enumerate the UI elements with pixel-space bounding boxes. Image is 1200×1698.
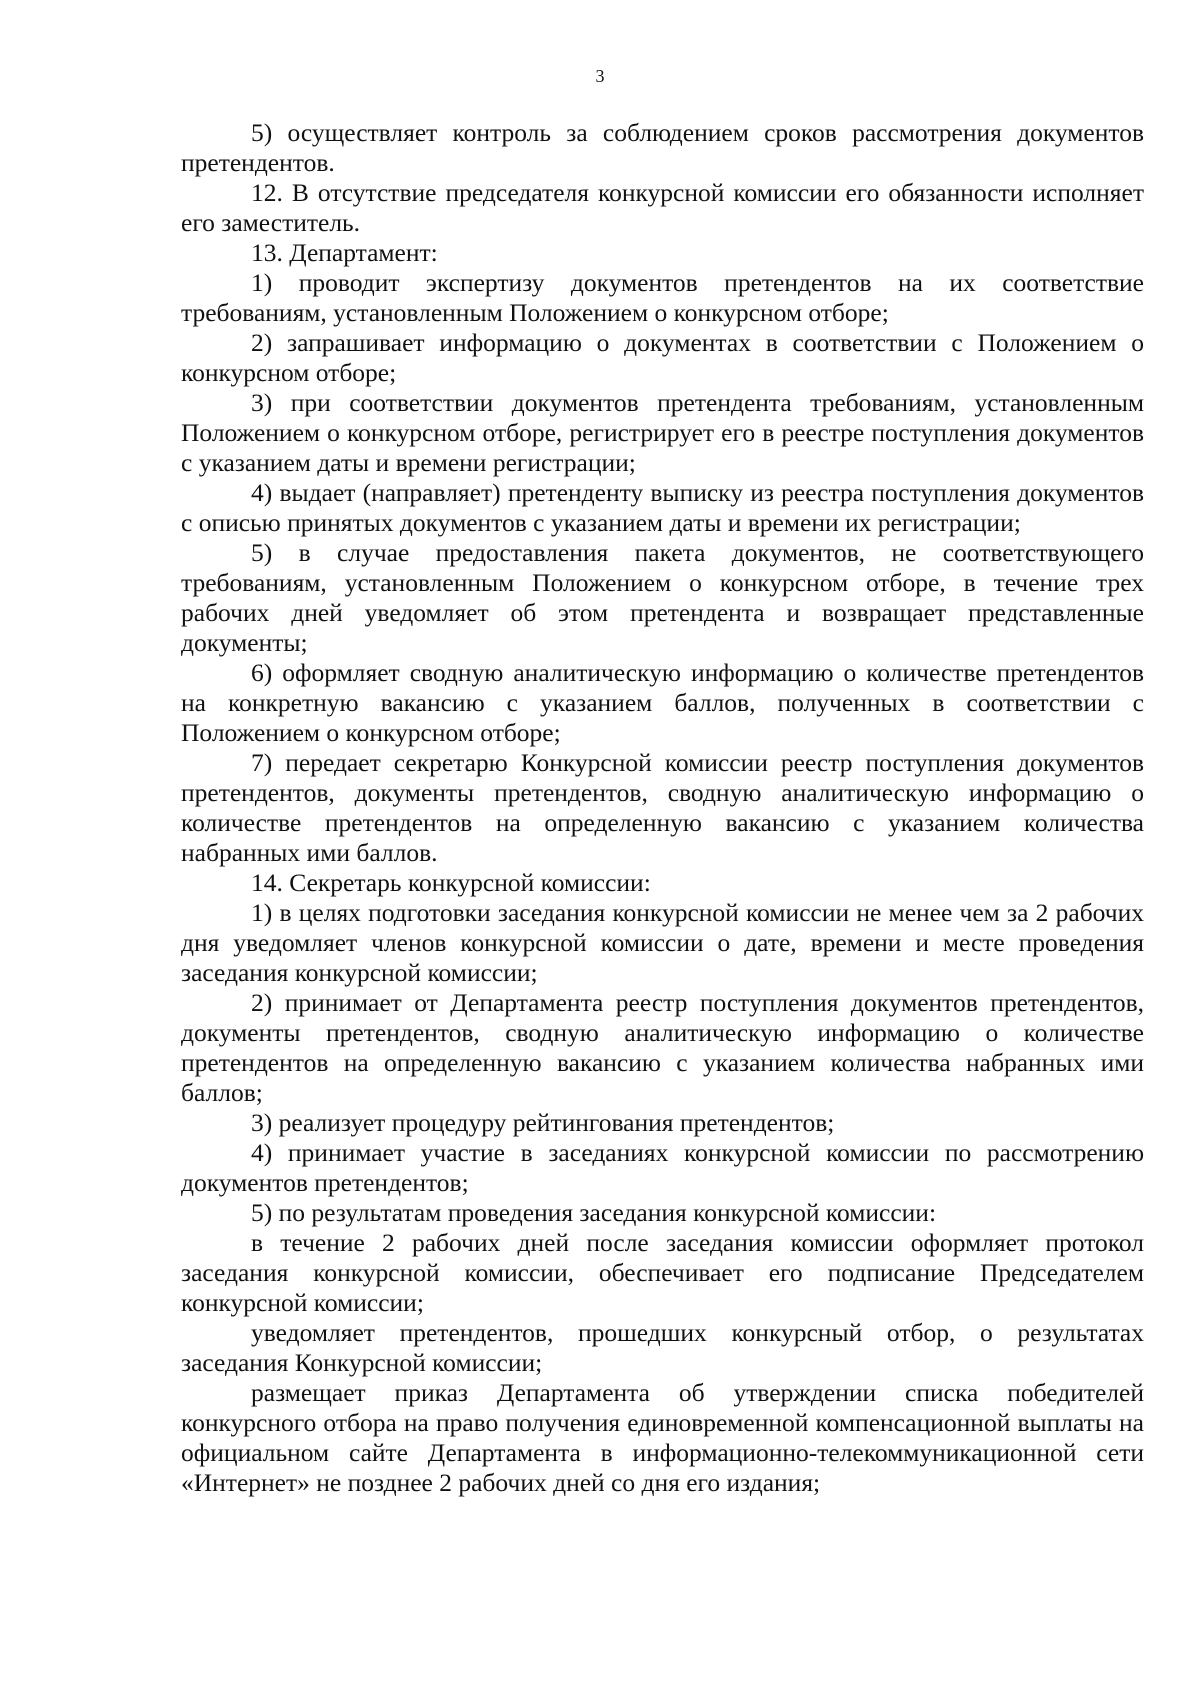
paragraph: 5) по результатам проведения заседания конкурсной комиссии: [251,1198,937,1227]
paragraph: в течение 2 рабочих дней после заседания комиссии оформляет протокол заседания конкурсной комиссии, обеспечивает его подписание Председателем конкурсной комиссии; [181,1228,1144,1317]
page-number: 3 [595,66,605,86]
document-body [181,118,1144,1498]
paragraph: 1) проводит экспертизу документов претендентов на их соответствие требованиям, установленным Положением о конкурсном отборе; [181,268,1144,327]
paragraph: 12. В отсутствие председателя конкурсной комиссии его обязанности исполняет его заместитель. [181,178,1144,237]
paragraph: 2) принимает от Департамента реестр поступления документов претендентов, документы претендентов, сводную аналитическую информацию о количестве претендентов на определенную вакансию с указанием количества набранных ими баллов; [181,988,1144,1107]
paragraph: 7) передает секретарю Конкурсной комиссии реестр поступления документов претендентов, документы претендентов, сводную аналитическую информацию о количестве претендентов на определенную вакансию с указанием количества набранных ими баллов. [181,748,1144,867]
paragraph: размещает приказ Департамента об утверждении списка победителей конкурсного отбора на право получения единовременной компенсационной выплаты на официальном сайте Департамента в информационно-телекоммуникационной сети «Интернет» не позднее 2 рабочих дней со дня его издания; [181,1378,1144,1497]
paragraph: 5) в случае предоставления пакета документов, не соответствующего требованиям, установленным Положением о конкурсном отборе, в течение трех рабочих дней уведомляет об этом претендента и возвращает представленные документы; [181,538,1144,657]
paragraph: уведомляет претендентов, прошедших конкурсный отбор, о результатах заседания Конкурсной комиссии; [181,1318,1144,1377]
paragraph: 14. Секретарь конкурсной комиссии: [251,868,651,897]
paragraph: 5) осуществляет контроль за соблюдением сроков рассмотрения документов претендентов. [181,118,1144,177]
paragraph: 1) в целях подготовки заседания конкурсной комиссии не менее чем за 2 рабочих дня уведомляет членов конкурсной комиссии о дате, времени и месте проведения заседания конкурсной комиссии; [181,898,1144,987]
paragraph: 3) при соответствии документов претендента требованиям, установленным Положением о конкурсном отборе, регистрирует его в реестре поступления документов с указанием даты и времени регистрации; [181,388,1144,477]
paragraph: 4) принимает участие в заседаниях конкурсной комиссии по рассмотрению документов претендентов; [181,1138,1144,1197]
paragraph: 13. Департамент: [251,238,438,267]
paragraph: 3) реализует процедуру рейтингования претендентов; [251,1108,835,1137]
paragraph: 6) оформляет сводную аналитическую информацию о количестве претендентов на конкретную вакансию с указанием баллов, полученных в соответствии с Положением о конкурсном отборе; [181,658,1144,747]
paragraph: 2) запрашивает информацию о документах в соответствии с Положением о конкурсном отборе; [181,328,1144,387]
paragraph: 4) выдает (направляет) претенденту выписку из реестра поступления документов с описью принятых документов с указанием даты и времени их регистрации; [181,478,1144,537]
